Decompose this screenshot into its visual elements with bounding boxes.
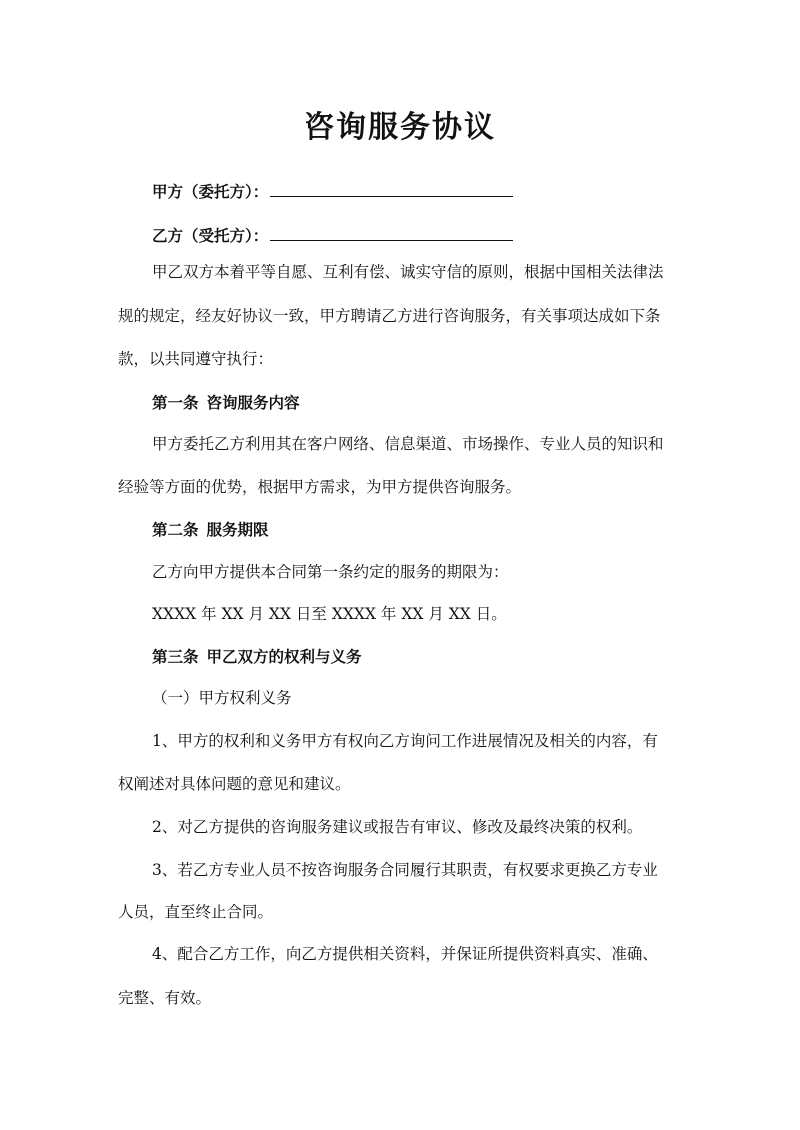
preamble-line-1: 甲乙双方本着平等自愿、互利有偿、诚实守信的原则，根据中国相关法律法 bbox=[152, 263, 664, 281]
party-a-blank bbox=[270, 180, 513, 197]
article-3-item-1-line-2: 权阐述对具体问题的意见和建议。 bbox=[118, 775, 351, 793]
article-3-subsection: （一）甲方权利义务 bbox=[152, 689, 292, 707]
article-1-heading bbox=[152, 391, 300, 415]
article-2-line-2: XXXX 年 XX 月 XX 日至 XXXX 年 XX 月 XX 日。 bbox=[152, 605, 507, 623]
party-a-line bbox=[152, 180, 513, 204]
article-2-heading bbox=[152, 518, 269, 542]
document-title: 咨询服务协议 bbox=[304, 110, 496, 145]
article-1-line-2: 经验等方面的优势，根据甲方需求，为甲方提供咨询服务。 bbox=[118, 478, 522, 496]
article-3-item-2-line-1: 2、对乙方提供的咨询服务建议或报告有审议、修改及最终决策的权利。 bbox=[152, 818, 643, 836]
article-3-item-1-line-1: 1、甲方的权利和义务甲方有权向乙方询问工作进展情况及相关的内容，有 bbox=[152, 732, 658, 750]
party-b-label: 乙方（受托方）： bbox=[152, 227, 269, 245]
article-2-title: 服务期限 bbox=[206, 521, 269, 539]
article-3-item-3-line-2: 人员，直至终止合同。 bbox=[118, 903, 274, 921]
article-3-item-4-line-2: 完整、有效。 bbox=[118, 989, 212, 1007]
party-b-line bbox=[152, 224, 513, 248]
article-3-title: 甲乙双方的权利与义务 bbox=[206, 648, 362, 666]
article-3-item-3-line-1: 3、若乙方专业人员不按咨询服务合同履行其职责，有权要求更换乙方专业 bbox=[152, 861, 658, 879]
party-b-blank bbox=[270, 224, 513, 241]
preamble-line-3: 款，以共同遵守执行： bbox=[118, 350, 274, 368]
article-2-number: 第二条 bbox=[152, 521, 199, 539]
article-1-line-1: 甲方委托乙方利用其在客户网络、信息渠道、市场操作、专业人员的知识和 bbox=[152, 435, 664, 453]
party-a-label: 甲方（委托方）： bbox=[152, 183, 269, 201]
article-3-item-4-line-1: 4、配合乙方工作，向乙方提供相关资料，并保证所提供资料真实、准确、 bbox=[152, 945, 658, 963]
article-3-number: 第三条 bbox=[152, 648, 199, 666]
article-1-title: 咨询服务内容 bbox=[206, 394, 300, 412]
article-2-line-1: 乙方向甲方提供本合同第一条约定的服务的期限为： bbox=[152, 563, 509, 581]
article-1-number: 第一条 bbox=[152, 394, 199, 412]
preamble-line-2: 规的规定，经友好协议一致，甲方聘请乙方进行咨询服务，有关事项达成如下条 bbox=[118, 307, 661, 325]
article-3-heading bbox=[152, 645, 362, 669]
